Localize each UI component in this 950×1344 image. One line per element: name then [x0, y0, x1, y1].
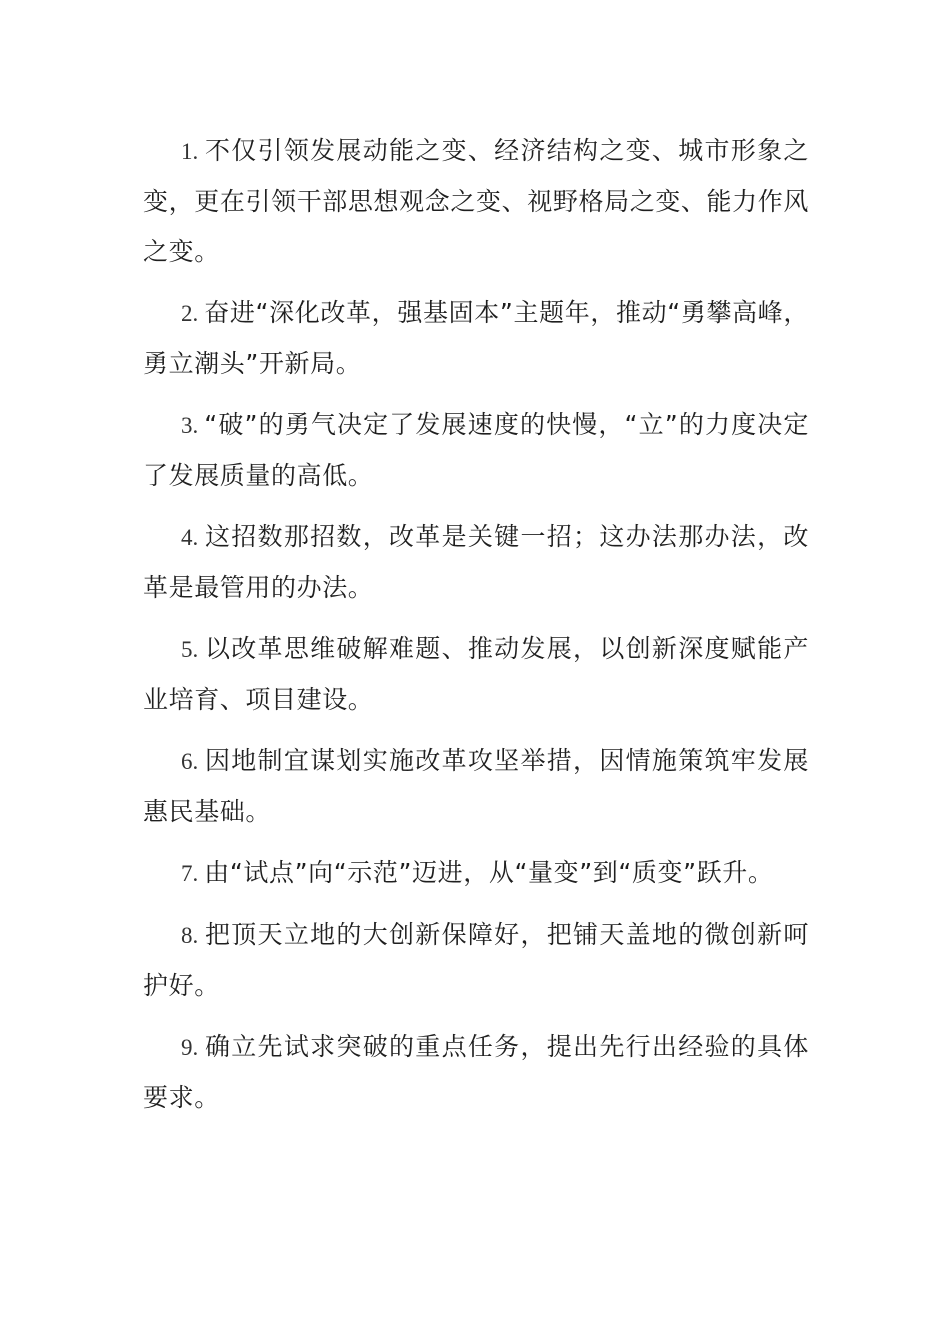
- list-item: [143, 736, 809, 837]
- item-text: 由“试点”向“示范”迈进，从“量变”到“质变”跃升。: [204, 858, 774, 887]
- item-number: 7.: [181, 861, 199, 886]
- item-number: 3.: [181, 413, 199, 438]
- item-number: 8.: [181, 923, 199, 948]
- item-text: 以改革思维破解难题、推动发展，以创新深度赋能产业培育、项目建设。: [143, 634, 809, 714]
- item-number: 1.: [181, 139, 199, 164]
- list-item: [143, 848, 809, 899]
- item-number: 9.: [181, 1035, 199, 1060]
- item-number: 4.: [181, 525, 199, 550]
- item-text: 不仅引领发展动能之变、经济结构之变、城市形象之变，更在引领干部思想观念之变、视野格局之变、能力作风之变。: [143, 136, 809, 266]
- item-text: 确立先试求突破的重点任务，提出先行出经验的具体要求。: [143, 1032, 809, 1112]
- list-item: [143, 288, 809, 389]
- item-text: 奋进“深化改革，强基固本”主题年，推动“勇攀高峰，勇立潮头”开新局。: [143, 298, 809, 378]
- item-number: 2.: [181, 301, 199, 326]
- document-body: [143, 126, 809, 1134]
- list-item: [143, 624, 809, 725]
- item-text: “破”的勇气决定了发展速度的快慢，“立”的力度决定了发展质量的高低。: [143, 410, 809, 490]
- item-text: 因地制宜谋划实施改革攻坚举措，因情施策筑牢发展惠民基础。: [143, 746, 809, 826]
- list-item: [143, 910, 809, 1011]
- list-item: [143, 400, 809, 501]
- item-number: 6.: [181, 749, 199, 774]
- list-item: [143, 1022, 809, 1123]
- item-number: 5.: [181, 637, 199, 662]
- item-text: 这招数那招数，改革是关键一招；这办法那办法，改革是最管用的办法。: [143, 522, 809, 602]
- list-item: [143, 512, 809, 613]
- list-item: [143, 126, 809, 277]
- item-text: 把顶天立地的大创新保障好，把铺天盖地的微创新呵护好。: [143, 920, 809, 1000]
